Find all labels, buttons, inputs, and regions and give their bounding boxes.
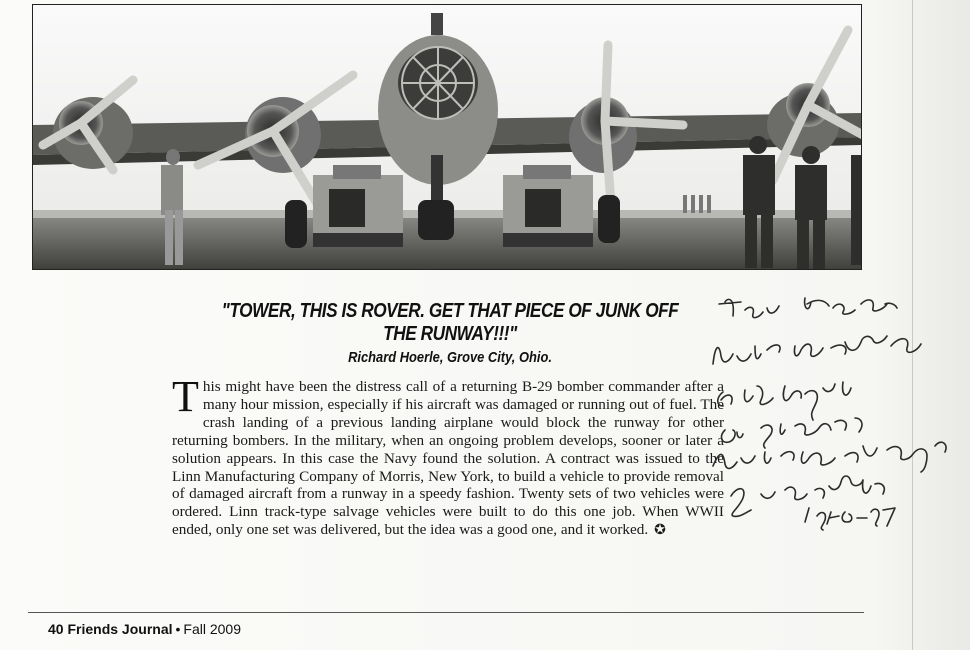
end-mark-icon: ✪ [654, 523, 666, 539]
tractor-left [313, 165, 403, 247]
publication-name: Friends Journal [67, 621, 173, 637]
footer-rule [28, 612, 864, 613]
article-body-text: his might have been the distress call of a returning B-29 bomber commander after a many hour mission, especially if his aircraft was damaged or running out of fuel. The crash landing of a previous landing airplane would block the runway for other returning bombers. In the military, when an ongoing problem develops, sooner or later a solution appears. In this case the Navy found the solution. A contract was issued to the Linn Manufacturing Company of Morris, New York, to build a vehicle to provide removal of damaged aircraft from a runway in a speedy fashion. Twenty sets of two vehicles were ordered. Linn track-type salvage vehicles were built to do this one job. When WWII ended, only one set was delivered, but the idea was a good one, and it worked. [172, 378, 724, 539]
drop-cap: T [172, 372, 199, 421]
bomber-photo-illustration [33, 5, 862, 270]
tractor-right [503, 165, 593, 247]
article-body [172, 372, 724, 540]
b29-bomber-photo [32, 4, 862, 270]
article-headline: "TOWER, THIS IS ROVER. GET THAT PIECE OF JUNK OFF THE RUNWAY!!!" [221, 300, 679, 345]
page-number: 40 [48, 621, 64, 637]
issue-date: Fall 2009 [183, 621, 241, 637]
page-footer [48, 621, 241, 637]
handwritten-annotation [705, 290, 970, 540]
handwritten-note-svg [705, 290, 970, 540]
footer-separator: • [175, 621, 181, 637]
article-byline: Richard Hoerle, Grove City, Ohio. [348, 349, 552, 366]
